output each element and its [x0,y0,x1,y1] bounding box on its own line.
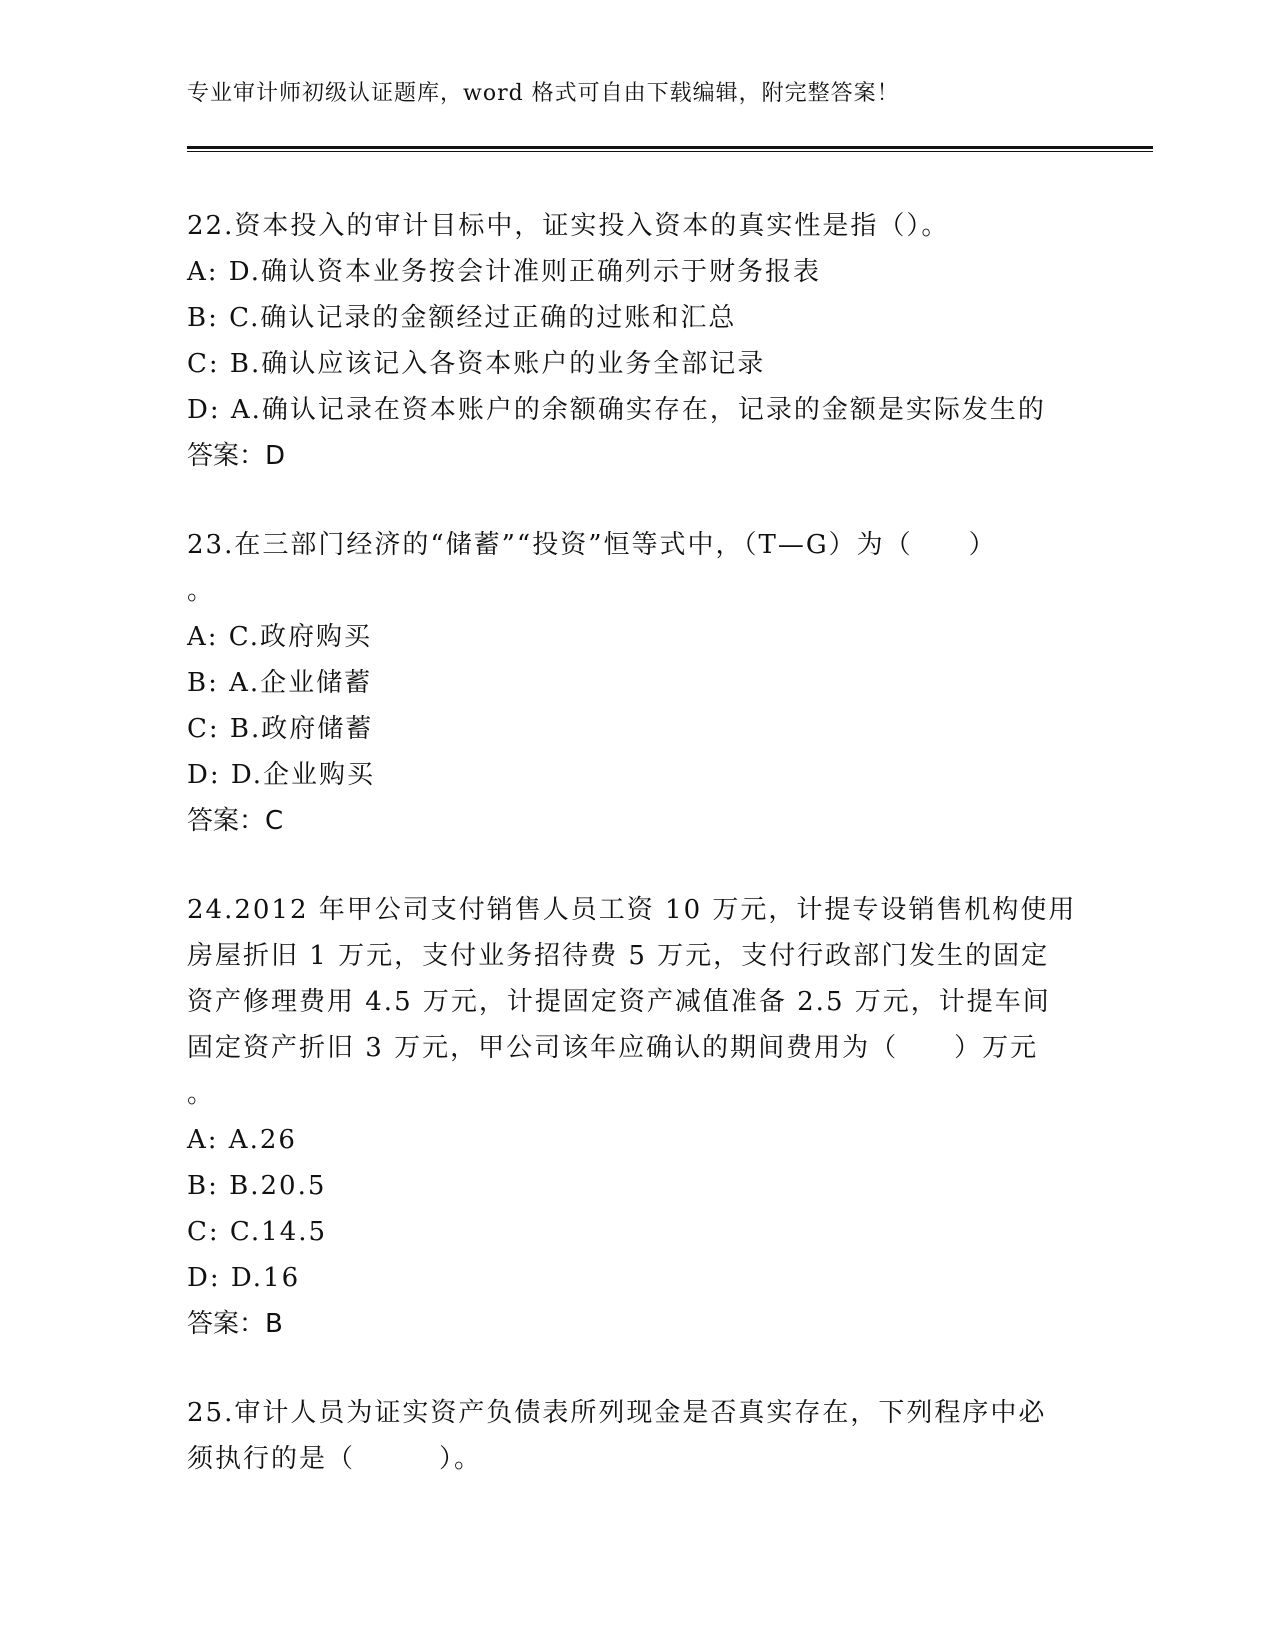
question-stem: 23.在三部门经济的“储蓄”“投资”恒等式中，（T—G）为（ ） [187,530,997,560]
question-22 [187,203,1087,479]
question-stem-continued: 固定资产折旧 3 万元，甲公司该年应确认的期间费用为（ ）万元 [187,1033,1039,1063]
header-divider-thin [187,151,1153,152]
option-c: C: B.确认应该记入各资本账户的业务全部记录 [187,349,766,379]
question-24 [187,887,1087,1347]
question-25 [187,1390,1087,1482]
page-header-title: 专业审计师初级认证题库，word 格式可自由下载编辑，附完整答案！ [187,81,900,106]
answer-line: 答案：B [187,1309,283,1339]
option-d: D: A.确认记录在资本账户的余额确实存在，记录的金额是实际发生的 [187,395,1046,425]
option-b: B: C.确认记录的金额经过正确的过账和汇总 [187,303,737,333]
question-stem: 24.2012 年甲公司支付销售人员工资 10 万元，计提专设销售机构使用 [187,895,1077,925]
question-23 [187,522,1087,844]
question-stem-continued: 须执行的是（ ）。 [187,1444,483,1474]
option-d: D: D.16 [187,1263,301,1293]
option-a: A: A.26 [187,1125,297,1155]
answer-line: 答案：C [187,806,284,836]
question-list [187,203,1087,1525]
option-b: B: A.企业储蓄 [187,668,373,698]
option-d: D: D.企业购买 [187,760,376,790]
option-a: A: C.政府购买 [187,622,373,652]
header-divider-thick [187,146,1153,149]
question-stem-continued: 资产修理费用 4.5 万元，计提固定资产减值准备 2.5 万元，计提车间 [187,987,1051,1017]
option-c: C: B.政府储蓄 [187,714,374,744]
question-stem-continued: 。 [187,576,216,606]
answer-line: 答案：D [187,441,286,471]
option-b: B: B.20.5 [187,1171,327,1201]
question-stem: 22.资本投入的审计目标中，证实投入资本的真实性是指（）。 [187,211,950,241]
question-stem: 25.审计人员为证实资产负债表所列现金是否真实存在，下列程序中必 [187,1398,1047,1428]
option-a: A: D.确认资本业务按会计准则正确列示于财务报表 [187,257,821,287]
question-stem-continued: 。 [187,1079,216,1109]
question-stem-continued: 房屋折旧 1 万元，支付业务招待费 5 万元，支付行政部门发生的固定 [187,941,1050,971]
option-c: C: C.14.5 [187,1217,328,1247]
